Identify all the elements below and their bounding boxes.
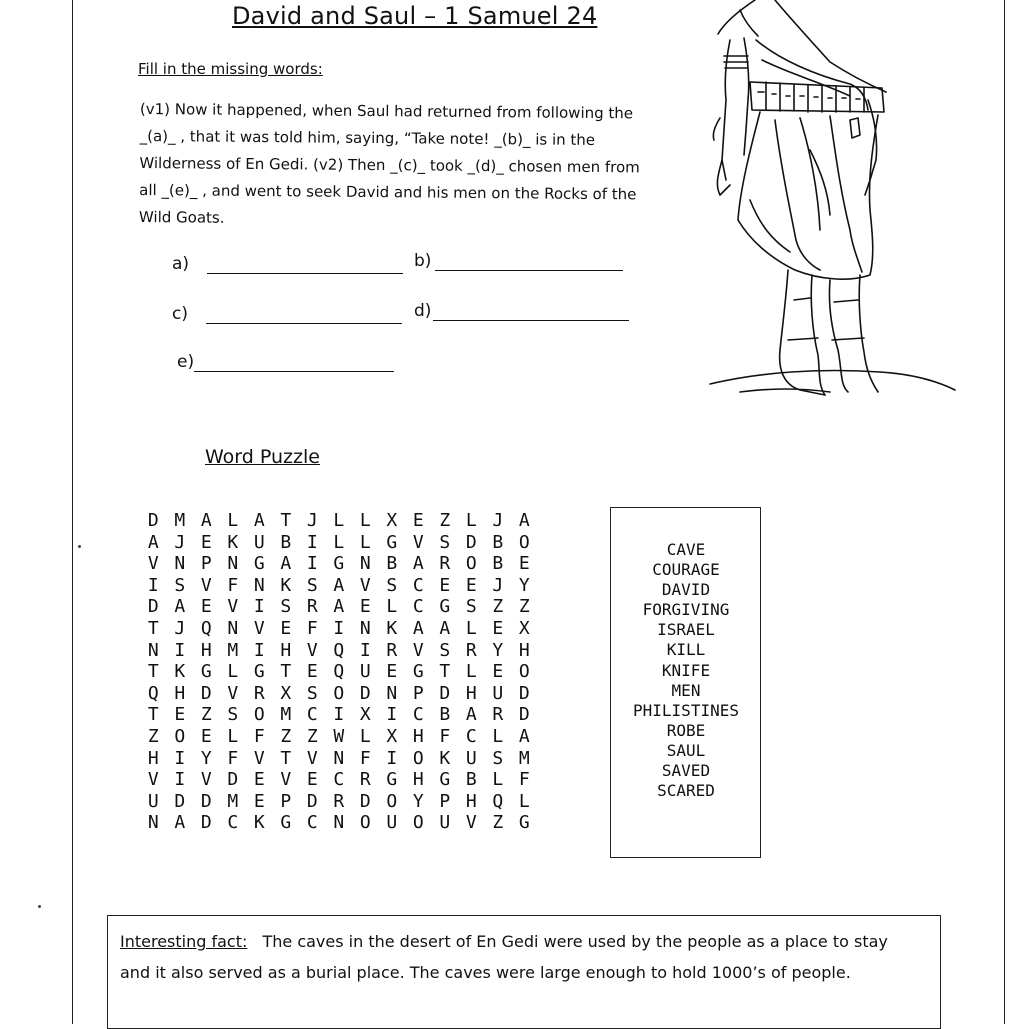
grid-letter[interactable]: K — [253, 812, 265, 834]
grid-letter[interactable]: Z — [439, 510, 451, 531]
grid-letter[interactable]: I — [253, 596, 265, 618]
grid-letter[interactable]: E — [359, 596, 371, 618]
grid-letter[interactable]: T — [280, 747, 292, 769]
grid-letter[interactable]: X — [518, 617, 530, 639]
grid-letter[interactable]: C — [306, 812, 318, 834]
grid-letter[interactable]: T — [280, 510, 292, 531]
grid-letter[interactable]: T — [147, 617, 159, 639]
grid-letter[interactable]: V — [253, 747, 265, 769]
grid-letter[interactable]: L — [386, 596, 398, 618]
grid-letter[interactable]: L — [227, 510, 239, 531]
grid-letter[interactable]: H — [174, 682, 186, 704]
fill-in-heading: Fill in the missing words: — [138, 60, 323, 78]
answer-e — [177, 352, 394, 372]
grid-letter[interactable]: A — [333, 596, 345, 618]
grid-letter[interactable]: N — [333, 812, 345, 834]
grid-letter[interactable]: A — [174, 596, 186, 618]
grid-letter[interactable]: S — [174, 574, 186, 596]
grid-letter[interactable]: L — [359, 510, 371, 531]
grid-letter[interactable]: G — [333, 553, 345, 575]
grid-letter[interactable]: X — [386, 510, 398, 531]
fact-text-block — [120, 926, 920, 988]
grid-letter[interactable]: D — [174, 790, 186, 812]
passage-line: _(a)_ , that it was told him, saying, “Take note! _(b)_ is in the — [139, 126, 596, 149]
answer-label: e) — [177, 352, 195, 372]
word-list-item: COURAGE — [652, 560, 720, 580]
grid-letter[interactable]: R — [359, 769, 371, 791]
grid-letter[interactable]: C — [412, 596, 424, 618]
grid-letter[interactable]: U — [439, 812, 451, 834]
grid-letter[interactable]: E — [253, 790, 265, 812]
grid-letter[interactable]: U — [465, 747, 477, 769]
grid-letter[interactable]: N — [147, 639, 159, 661]
grid-letter[interactable]: E — [253, 769, 265, 791]
grid-letter[interactable]: J — [492, 510, 504, 531]
passage-line: all _(e)_ , and went to seek David and his men on the Rocks of the — [139, 180, 637, 204]
grid-letter[interactable]: T — [147, 704, 159, 726]
grid-letter[interactable]: Z — [200, 704, 212, 726]
grid-letter[interactable]: D — [200, 790, 212, 812]
grid-letter[interactable]: G — [386, 531, 398, 553]
grid-letter[interactable]: B — [465, 769, 477, 791]
grid-letter[interactable]: V — [253, 617, 265, 639]
passage-line: Wild Goats. — [138, 207, 225, 227]
grid-letter[interactable]: A — [465, 704, 477, 726]
grid-letter[interactable]: G — [518, 812, 530, 834]
grid-letter[interactable]: F — [227, 574, 239, 596]
grid-letter[interactable]: G — [386, 769, 398, 791]
grid-letter[interactable]: S — [306, 574, 318, 596]
grid-letter[interactable]: A — [280, 553, 292, 575]
grid-letter[interactable]: J — [174, 617, 186, 639]
grid-letter[interactable]: Z — [518, 596, 530, 618]
grid-letter[interactable]: E — [306, 769, 318, 791]
grid-letter[interactable]: P — [439, 790, 451, 812]
grid-letter[interactable]: U — [492, 682, 504, 704]
grid-letter[interactable]: Z — [492, 812, 504, 834]
grid-letter[interactable]: S — [306, 682, 318, 704]
grid-letter[interactable]: M — [227, 639, 239, 661]
grid-letter[interactable]: A — [200, 510, 212, 531]
grid-letter[interactable]: S — [465, 596, 477, 618]
grid-letter[interactable]: B — [386, 553, 398, 575]
grid-letter[interactable]: H — [412, 725, 424, 747]
grid-letter[interactable]: G — [280, 812, 292, 834]
grid-letter[interactable]: H — [465, 682, 477, 704]
grid-letter[interactable]: I — [333, 617, 345, 639]
grid-letter[interactable]: T — [439, 661, 451, 683]
grid-letter[interactable]: R — [306, 596, 318, 618]
answer-label: d) — [414, 301, 432, 321]
grid-letter[interactable]: E — [200, 596, 212, 618]
grid-letter[interactable]: Q — [200, 617, 212, 639]
grid-letter[interactable]: I — [386, 704, 398, 726]
grid-letter[interactable]: A — [439, 617, 451, 639]
grid-letter[interactable]: E — [200, 531, 212, 553]
answer-label: c) — [172, 304, 188, 324]
grid-letter[interactable]: N — [253, 574, 265, 596]
grid-letter[interactable]: N — [359, 553, 371, 575]
word-list-item: DAVID — [661, 580, 711, 600]
grid-letter[interactable]: D — [518, 704, 530, 726]
grid-letter[interactable]: O — [386, 790, 398, 812]
word-list-item: KNIFE — [661, 660, 711, 680]
grid-letter[interactable]: Q — [492, 790, 504, 812]
grid-letter[interactable]: N — [227, 617, 239, 639]
grid-letter[interactable]: J — [174, 531, 186, 553]
grid-letter[interactable]: O — [174, 725, 186, 747]
grid-letter[interactable]: U — [253, 531, 265, 553]
grid-letter[interactable]: S — [280, 596, 292, 618]
grid-row — [140, 532, 538, 554]
word-list-item: ISRAEL — [657, 620, 715, 640]
grid-letter[interactable]: I — [174, 747, 186, 769]
grid-letter[interactable]: G — [200, 661, 212, 683]
grid-letter[interactable]: D — [465, 531, 477, 553]
grid-letter[interactable]: R — [439, 553, 451, 575]
grid-letter[interactable]: H — [412, 769, 424, 791]
grid-letter[interactable]: I — [306, 531, 318, 553]
answer-blank-d[interactable] — [433, 302, 629, 321]
grid-row — [140, 575, 538, 597]
word-list-item: ROBE — [666, 720, 706, 740]
grid-letter[interactable]: F — [359, 747, 371, 769]
grid-letter[interactable]: I — [147, 574, 159, 596]
grid-letter[interactable]: V — [306, 747, 318, 769]
grid-letter[interactable]: E — [465, 574, 477, 596]
grid-letter[interactable]: E — [492, 661, 504, 683]
answer-c — [172, 304, 402, 324]
grid-letter[interactable]: V — [359, 574, 371, 596]
grid-row — [140, 596, 538, 618]
grid-letter[interactable]: Y — [492, 639, 504, 661]
grid-letter[interactable]: S — [439, 639, 451, 661]
grid-letter[interactable]: L — [518, 790, 530, 812]
word-list-item: SAVED — [661, 761, 711, 781]
grid-letter[interactable]: I — [306, 553, 318, 575]
scan-speck — [78, 545, 81, 548]
passage-line: Wilderness of En Gedi. (v2) Then _(c)_ took _(d)_ chosen men from — [139, 153, 640, 177]
grid-letter[interactable]: V — [200, 769, 212, 791]
grid-letter[interactable]: O — [412, 812, 424, 834]
grid-letter[interactable]: K — [439, 747, 451, 769]
answer-blank-e[interactable] — [194, 353, 394, 372]
grid-letter[interactable]: H — [147, 747, 159, 769]
grid-letter[interactable]: V — [227, 596, 239, 618]
grid-letter[interactable]: A — [412, 617, 424, 639]
grid-letter[interactable]: D — [439, 682, 451, 704]
word-list-item: MEN — [671, 680, 701, 700]
grid-letter[interactable]: Y — [412, 790, 424, 812]
grid-letter[interactable]: L — [492, 725, 504, 747]
word-list-item: SCARED — [657, 781, 715, 801]
grid-letter[interactable]: D — [227, 769, 239, 791]
grid-letter[interactable]: V — [147, 769, 159, 791]
grid-letter[interactable]: V — [227, 682, 239, 704]
grid-letter[interactable]: A — [174, 812, 186, 834]
grid-letter[interactable]: B — [492, 553, 504, 575]
grid-letter[interactable]: Q — [333, 661, 345, 683]
grid-letter[interactable]: O — [333, 682, 345, 704]
answer-a — [172, 254, 403, 274]
grid-letter[interactable]: D — [200, 812, 212, 834]
grid-letter[interactable]: L — [492, 769, 504, 791]
grid-letter[interactable]: U — [359, 661, 371, 683]
grid-letter[interactable]: B — [492, 531, 504, 553]
grid-letter[interactable]: A — [518, 510, 530, 531]
grid-letter[interactable]: O — [518, 661, 530, 683]
grid-letter[interactable]: C — [333, 769, 345, 791]
grid-letter[interactable]: X — [280, 682, 292, 704]
grid-letter[interactable]: T — [147, 661, 159, 683]
grid-letter[interactable]: S — [227, 704, 239, 726]
grid-letter[interactable]: H — [518, 639, 530, 661]
grid-letter[interactable]: I — [359, 639, 371, 661]
grid-letter[interactable]: G — [412, 661, 424, 683]
grid-letter[interactable]: Z — [306, 725, 318, 747]
grid-letter[interactable]: C — [227, 812, 239, 834]
grid-letter[interactable]: N — [386, 682, 398, 704]
grid-row — [140, 683, 538, 705]
grid-row — [140, 661, 538, 683]
david-figure-illustration — [700, 0, 962, 430]
grid-letter[interactable]: Q — [147, 682, 159, 704]
grid-letter[interactable]: N — [333, 747, 345, 769]
grid-letter[interactable]: H — [200, 639, 212, 661]
word-search-grid — [140, 510, 538, 834]
word-list-item: CAVE — [666, 540, 706, 559]
word-list-item: PHILISTINES — [633, 700, 739, 720]
grid-letter[interactable]: D — [147, 596, 159, 618]
grid-letter[interactable]: F — [518, 769, 530, 791]
grid-letter[interactable]: G — [439, 596, 451, 618]
answer-label: b) — [414, 251, 432, 271]
word-list-item: KILL — [666, 640, 706, 660]
answer-label: a) — [172, 254, 190, 274]
grid-letter[interactable]: A — [147, 531, 159, 553]
grid-letter[interactable]: F — [253, 725, 265, 747]
grid-letter[interactable]: B — [439, 704, 451, 726]
grid-letter[interactable]: I — [174, 769, 186, 791]
grid-letter[interactable]: E — [412, 510, 424, 531]
grid-row — [140, 704, 538, 726]
grid-letter[interactable]: A — [412, 553, 424, 575]
grid-letter[interactable]: S — [492, 747, 504, 769]
grid-row — [140, 726, 538, 748]
grid-letter[interactable]: I — [253, 639, 265, 661]
page-border-left — [72, 0, 73, 1024]
grid-letter[interactable]: V — [306, 639, 318, 661]
grid-letter[interactable]: R — [253, 682, 265, 704]
grid-letter[interactable]: X — [359, 704, 371, 726]
passage-text — [139, 96, 680, 236]
grid-letter[interactable]: O — [518, 531, 530, 553]
grid-letter[interactable]: M — [174, 510, 186, 531]
grid-letter[interactable]: I — [174, 639, 186, 661]
grid-letter[interactable]: G — [439, 769, 451, 791]
grid-letter[interactable]: T — [280, 661, 292, 683]
grid-letter[interactable]: V — [465, 812, 477, 834]
grid-letter[interactable]: V — [412, 531, 424, 553]
grid-letter[interactable]: E — [518, 553, 530, 575]
grid-letter[interactable]: P — [412, 682, 424, 704]
passage-line: (v1) Now it happened, when Saul had returned from following the — [139, 99, 634, 123]
grid-letter[interactable]: X — [386, 725, 398, 747]
grid-letter[interactable]: I — [386, 747, 398, 769]
grid-letter[interactable]: E — [280, 617, 292, 639]
grid-letter[interactable]: U — [386, 812, 398, 834]
grid-letter[interactable]: Y — [200, 747, 212, 769]
grid-letter[interactable]: G — [253, 553, 265, 575]
scan-speck — [38, 905, 41, 908]
grid-letter[interactable]: M — [280, 704, 292, 726]
grid-letter[interactable]: R — [465, 639, 477, 661]
grid-letter[interactable]: F — [306, 617, 318, 639]
answer-blank-a[interactable] — [207, 255, 403, 274]
grid-letter[interactable]: V — [147, 553, 159, 575]
grid-letter[interactable]: D — [306, 790, 318, 812]
grid-row — [140, 640, 538, 662]
grid-letter[interactable]: L — [333, 510, 345, 531]
grid-letter[interactable]: N — [227, 553, 239, 575]
grid-letter[interactable]: O — [253, 704, 265, 726]
grid-letter[interactable]: R — [333, 790, 345, 812]
grid-letter[interactable]: F — [439, 725, 451, 747]
grid-letter[interactable]: I — [333, 704, 345, 726]
grid-letter[interactable]: C — [465, 725, 477, 747]
grid-letter[interactable]: A — [253, 510, 265, 531]
answer-b — [414, 251, 623, 271]
grid-letter[interactable]: K — [280, 574, 292, 596]
grid-row — [140, 510, 538, 532]
grid-letter[interactable]: B — [280, 531, 292, 553]
grid-letter[interactable]: L — [465, 617, 477, 639]
grid-letter[interactable]: N — [147, 812, 159, 834]
grid-letter[interactable]: Y — [518, 574, 530, 596]
grid-letter[interactable]: S — [439, 531, 451, 553]
grid-letter[interactable]: K — [174, 661, 186, 683]
grid-letter[interactable]: D — [200, 682, 212, 704]
grid-letter[interactable]: D — [359, 682, 371, 704]
word-list-item: FORGIVING — [642, 600, 730, 620]
grid-letter[interactable]: N — [359, 617, 371, 639]
grid-letter[interactable]: W — [333, 725, 345, 747]
grid-letter[interactable]: M — [227, 790, 239, 812]
grid-letter[interactable]: C — [306, 704, 318, 726]
grid-letter[interactable]: E — [439, 574, 451, 596]
word-list — [610, 540, 762, 801]
grid-row — [140, 748, 538, 770]
grid-letter[interactable]: V — [412, 639, 424, 661]
grid-letter[interactable]: E — [386, 661, 398, 683]
grid-letter[interactable]: G — [253, 661, 265, 683]
grid-row — [140, 553, 538, 575]
grid-letter[interactable]: H — [280, 639, 292, 661]
grid-letter[interactable]: E — [174, 704, 186, 726]
fact-text: The caves in the desert of En Gedi were used by the people as a place to stay and it also served as a burial place. The caves were large enough to hold 1000’s of people. — [120, 932, 888, 982]
grid-letter[interactable]: P — [200, 553, 212, 575]
word-list-item: SAUL — [666, 740, 706, 760]
grid-letter[interactable]: K — [227, 531, 239, 553]
grid-letter[interactable]: Z — [492, 596, 504, 618]
grid-letter[interactable]: O — [412, 747, 424, 769]
grid-letter[interactable]: D — [359, 790, 371, 812]
fact-label: Interesting fact: — [120, 932, 248, 951]
grid-letter[interactable]: Z — [147, 725, 159, 747]
grid-letter[interactable]: A — [333, 574, 345, 596]
grid-letter[interactable]: A — [518, 725, 530, 747]
grid-letter[interactable]: S — [386, 574, 398, 596]
grid-letter[interactable]: P — [280, 790, 292, 812]
puzzle-heading: Word Puzzle — [205, 446, 320, 468]
grid-letter[interactable]: C — [412, 574, 424, 596]
grid-letter[interactable]: O — [465, 553, 477, 575]
answer-blank-c[interactable] — [206, 305, 402, 324]
grid-letter[interactable]: J — [306, 510, 318, 531]
grid-letter[interactable]: Z — [280, 725, 292, 747]
grid-letter[interactable]: L — [227, 725, 239, 747]
grid-row — [140, 812, 538, 834]
grid-letter[interactable]: H — [465, 790, 477, 812]
grid-letter[interactable]: R — [492, 704, 504, 726]
grid-letter[interactable]: Q — [333, 639, 345, 661]
grid-row — [140, 618, 538, 640]
grid-letter[interactable]: L — [465, 661, 477, 683]
grid-row — [140, 791, 538, 813]
answer-d — [414, 301, 629, 321]
grid-letter[interactable]: L — [333, 531, 345, 553]
grid-letter[interactable]: U — [147, 790, 159, 812]
grid-letter[interactable]: E — [306, 661, 318, 683]
grid-letter[interactable]: R — [386, 639, 398, 661]
grid-letter[interactable]: V — [280, 769, 292, 791]
grid-row — [140, 769, 538, 791]
answer-blank-b[interactable] — [435, 252, 623, 271]
grid-letter[interactable]: E — [492, 617, 504, 639]
grid-letter[interactable]: C — [412, 704, 424, 726]
grid-letter[interactable]: K — [386, 617, 398, 639]
grid-letter[interactable]: E — [200, 725, 212, 747]
grid-letter[interactable]: L — [359, 531, 371, 553]
grid-letter[interactable]: J — [492, 574, 504, 596]
grid-letter[interactable]: D — [147, 510, 159, 531]
grid-letter[interactable]: V — [200, 574, 212, 596]
page-title: David and Saul – 1 Samuel 24 — [232, 2, 598, 30]
grid-letter[interactable]: O — [359, 812, 371, 834]
page-border-right — [1004, 0, 1005, 1024]
grid-letter[interactable]: L — [359, 725, 371, 747]
grid-letter[interactable]: F — [227, 747, 239, 769]
grid-letter[interactable]: M — [518, 747, 530, 769]
grid-letter[interactable]: L — [465, 510, 477, 531]
grid-letter[interactable]: D — [518, 682, 530, 704]
grid-letter[interactable]: L — [227, 661, 239, 683]
grid-letter[interactable]: N — [174, 553, 186, 575]
